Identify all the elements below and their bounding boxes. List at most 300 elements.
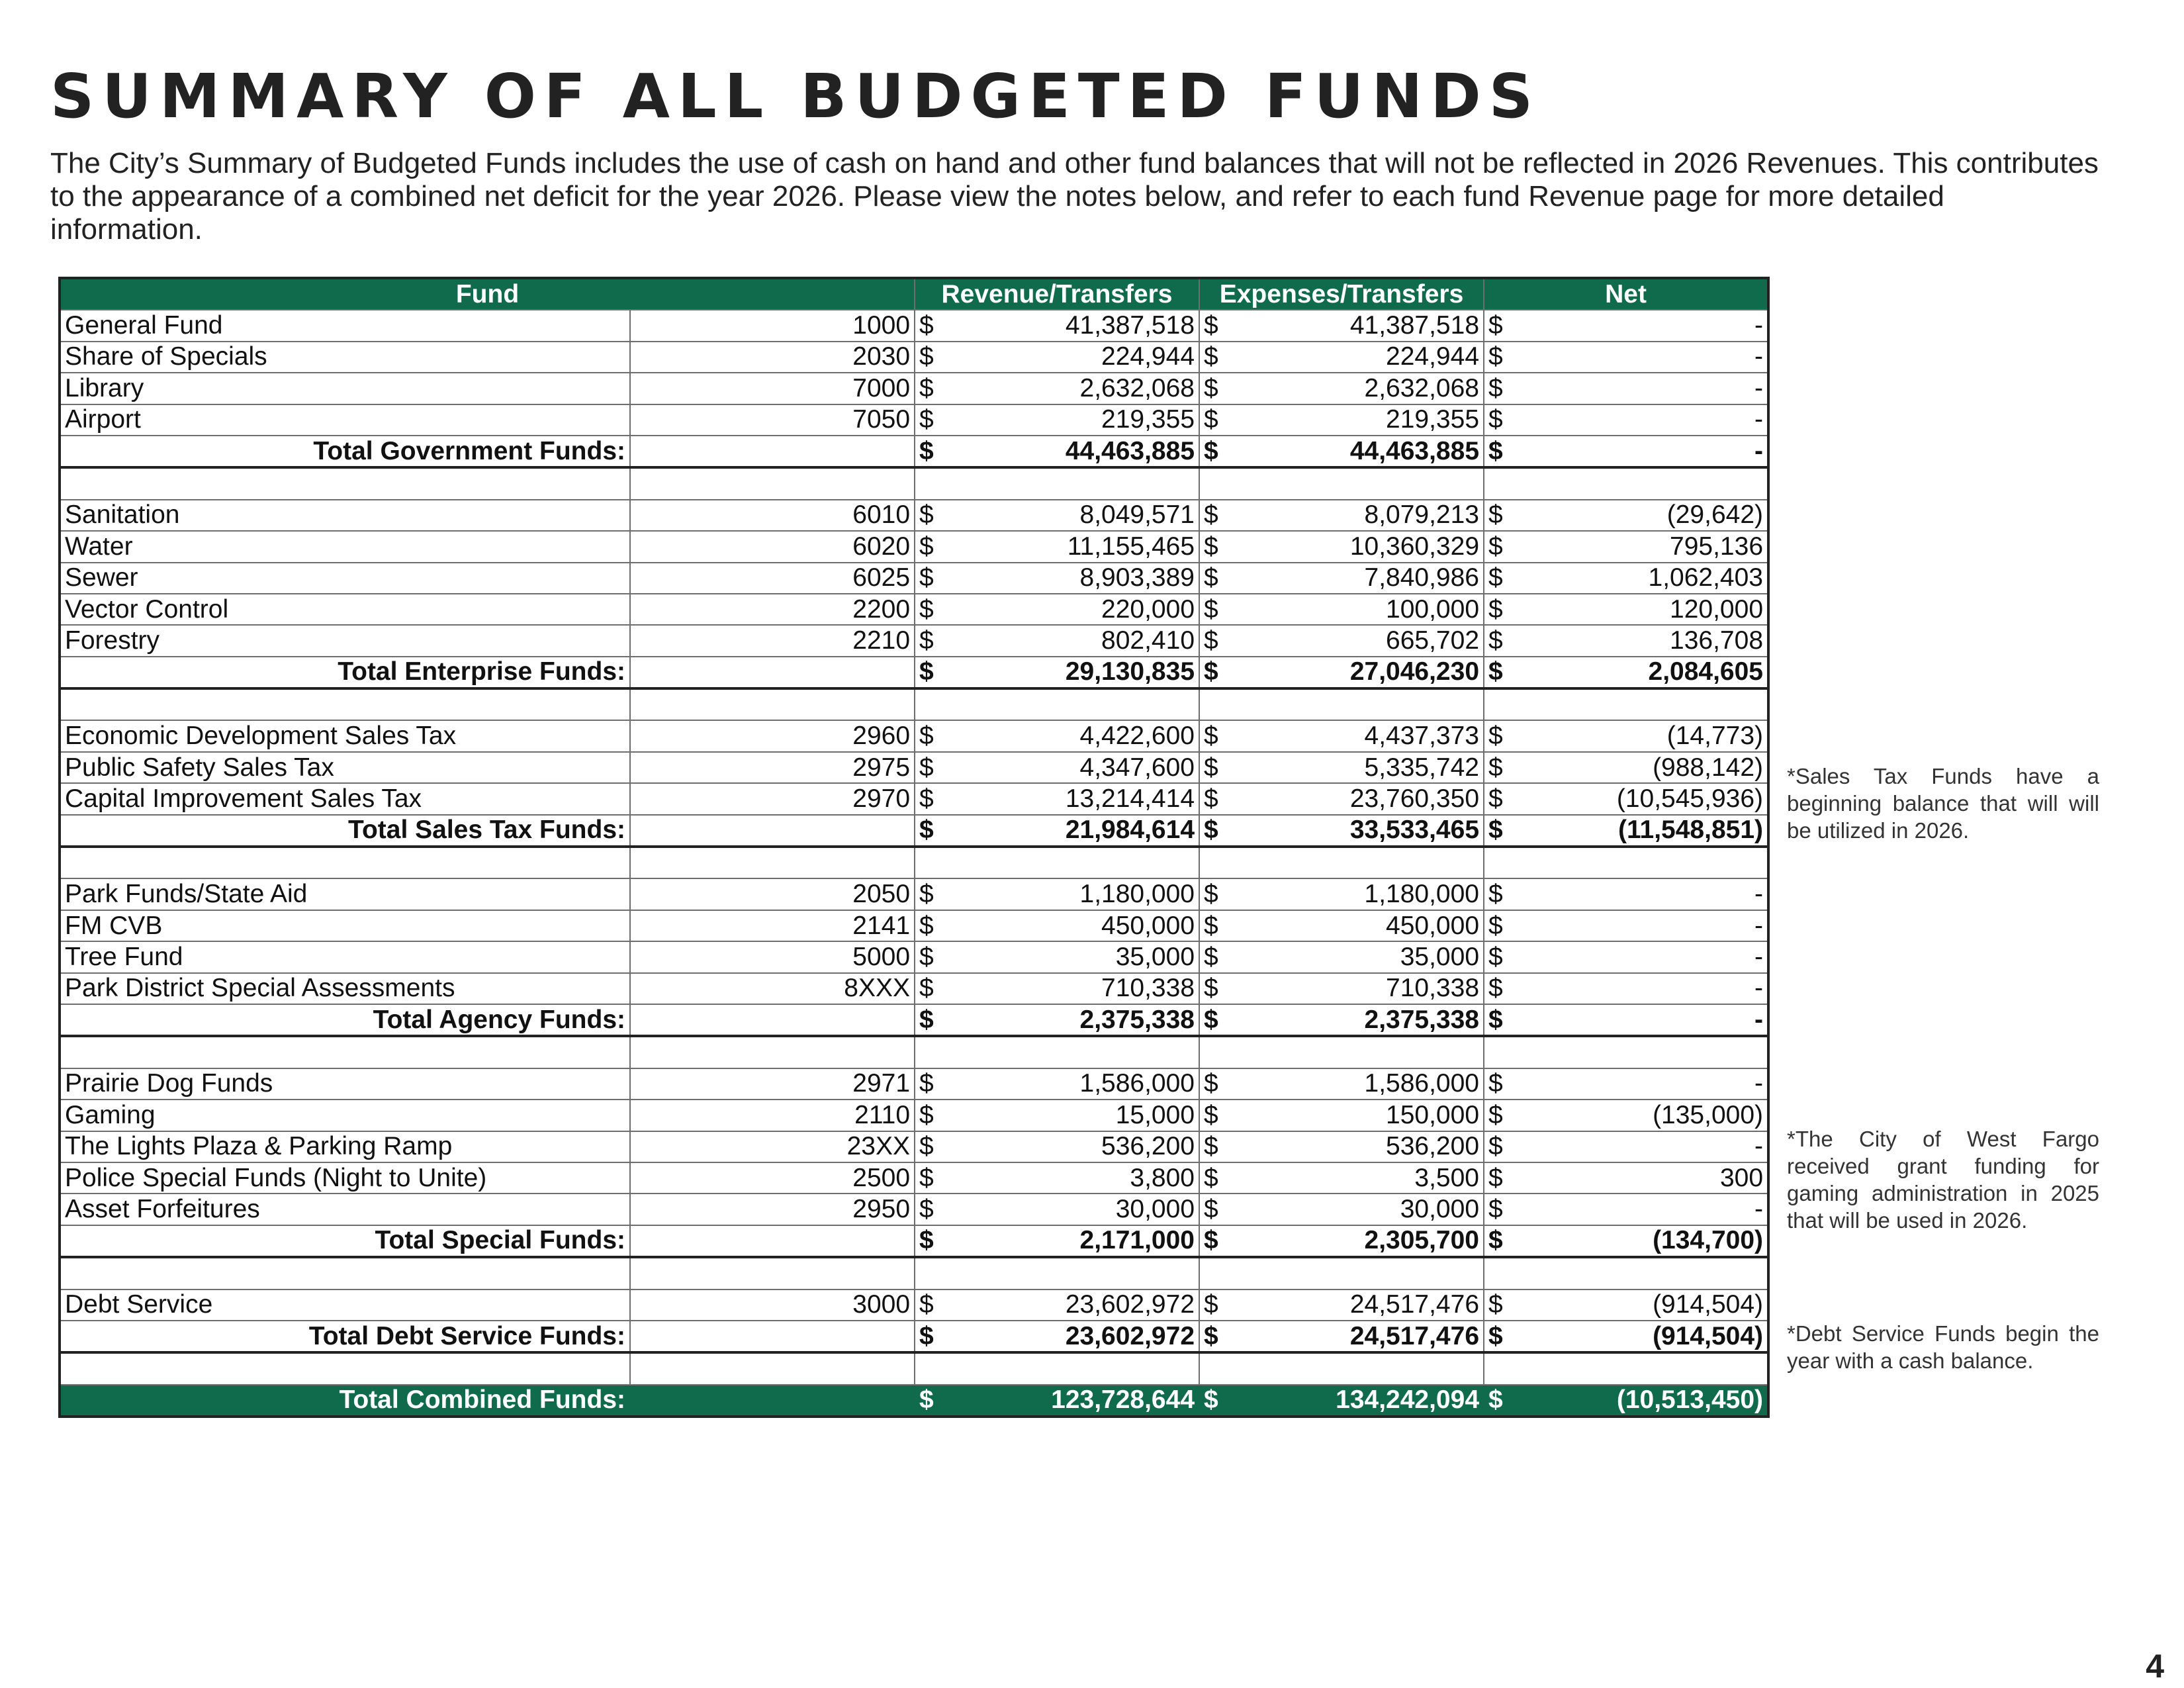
currency-symbol: $ — [919, 784, 934, 813]
amount: 27,046,230 — [1349, 657, 1480, 686]
currency-symbol: $ — [1204, 722, 1218, 751]
currency-symbol: $ — [1488, 342, 1503, 371]
grand-total-label: Total Combined Funds: — [60, 1385, 630, 1417]
currency-symbol: $ — [1488, 532, 1503, 561]
currency-symbol: $ — [1488, 1385, 1503, 1415]
currency-symbol: $ — [919, 974, 934, 1003]
fund-code: 2030 — [630, 342, 915, 373]
expenses-cell — [1199, 941, 1484, 972]
net-cell — [1484, 1162, 1768, 1194]
revenue-cell — [915, 373, 1199, 404]
amount: 795,136 — [1670, 532, 1764, 561]
expenses-cell — [1199, 310, 1484, 341]
grand-total-expenses-cell — [1199, 1385, 1484, 1417]
fund-name: Water — [60, 531, 630, 562]
amount: (14,773) — [1666, 722, 1764, 751]
revenue-cell — [915, 878, 1199, 910]
currency-symbol: $ — [1488, 657, 1503, 686]
currency-symbol: $ — [1488, 436, 1503, 465]
currency-symbol: $ — [919, 342, 934, 371]
revenue-cell — [915, 1131, 1199, 1162]
revenue-cell — [915, 1194, 1199, 1225]
revenue-cell — [915, 1100, 1199, 1131]
fund-code: 2200 — [630, 594, 915, 625]
fund-name: Forestry — [60, 625, 630, 656]
net-cell — [1484, 910, 1768, 941]
currency-symbol: $ — [1488, 1163, 1503, 1192]
fund-code: 2500 — [630, 1162, 915, 1194]
currency-symbol: $ — [1488, 784, 1503, 813]
fund-name: Tree Fund — [60, 941, 630, 972]
currency-symbol: $ — [919, 626, 934, 655]
fund-code: 5000 — [630, 941, 915, 972]
expenses-cell — [1199, 783, 1484, 814]
total-revenue-cell — [915, 436, 1199, 467]
expenses-cell — [1199, 404, 1484, 436]
total-net-cell — [1484, 657, 1768, 688]
amount: - — [1754, 405, 1764, 434]
total-row — [60, 657, 1768, 688]
expenses-cell — [1199, 973, 1484, 1004]
amount: (11,548,851) — [1618, 816, 1764, 845]
total-expenses-cell — [1199, 657, 1484, 688]
currency-symbol: $ — [919, 753, 934, 782]
currency-symbol: $ — [919, 405, 934, 434]
total-row — [60, 1225, 1768, 1257]
amount: 2,375,338 — [1079, 1005, 1195, 1034]
fund-code: 2050 — [630, 878, 915, 910]
amount: 13,214,414 — [1065, 784, 1195, 813]
total-expenses-cell — [1199, 815, 1484, 847]
amount: 2,632,068 — [1079, 373, 1195, 402]
empty-cell — [630, 657, 915, 688]
currency-symbol: $ — [919, 373, 934, 402]
amount: - — [1754, 1195, 1764, 1224]
total-expenses-cell — [1199, 436, 1484, 467]
total-net-cell — [1484, 815, 1768, 847]
revenue-cell — [915, 563, 1199, 594]
currency-symbol: $ — [1204, 816, 1218, 845]
amount: (10,545,936) — [1616, 784, 1764, 813]
net-cell — [1484, 1289, 1768, 1321]
amount: 21,984,614 — [1065, 816, 1195, 845]
amount: - — [1754, 342, 1764, 371]
fund-name: Park Funds/State Aid — [60, 878, 630, 910]
empty-cell — [1199, 1036, 1484, 1068]
empty-cell — [915, 847, 1199, 878]
total-expenses-cell — [1199, 1004, 1484, 1036]
amount: 710,338 — [1101, 974, 1195, 1003]
revenue-cell — [915, 941, 1199, 972]
empty-cell — [630, 688, 915, 720]
table-row — [60, 404, 1768, 436]
table-row — [60, 1131, 1768, 1162]
header-expenses: Expenses/Transfers — [1199, 278, 1484, 310]
currency-symbol: $ — [1488, 816, 1503, 845]
amount: 220,000 — [1101, 594, 1195, 624]
empty-cell — [630, 815, 915, 847]
total-revenue-cell — [915, 1225, 1199, 1257]
net-cell — [1484, 1131, 1768, 1162]
empty-cell — [60, 1352, 630, 1384]
currency-symbol: $ — [1204, 1100, 1218, 1129]
amount: 2,375,338 — [1364, 1005, 1480, 1034]
net-cell — [1484, 310, 1768, 341]
currency-symbol: $ — [919, 1226, 934, 1255]
currency-symbol: $ — [1204, 1163, 1218, 1192]
header-revenue: Revenue/Transfers — [915, 278, 1199, 310]
amount: - — [1754, 1005, 1764, 1034]
expenses-cell — [1199, 752, 1484, 783]
spacer-row — [60, 847, 1768, 878]
revenue-cell — [915, 625, 1199, 656]
fund-code: 2210 — [630, 625, 915, 656]
amount: (29,642) — [1666, 500, 1764, 530]
currency-symbol: $ — [1488, 942, 1503, 971]
total-row — [60, 436, 1768, 467]
table-row — [60, 752, 1768, 783]
table-row — [60, 625, 1768, 656]
table-row — [60, 594, 1768, 625]
currency-symbol: $ — [1204, 974, 1218, 1003]
currency-symbol: $ — [919, 1069, 934, 1098]
empty-cell — [630, 1004, 915, 1036]
total-label: Total Enterprise Funds: — [60, 657, 630, 688]
empty-cell — [1484, 1257, 1768, 1289]
currency-symbol: $ — [919, 942, 934, 971]
currency-symbol: $ — [1204, 942, 1218, 971]
amount: 44,463,885 — [1065, 436, 1195, 465]
table-row — [60, 878, 1768, 910]
fund-code: 23XX — [630, 1131, 915, 1162]
amount: 2,632,068 — [1364, 373, 1480, 402]
empty-cell — [630, 1321, 915, 1352]
note-debt-service: *Debt Service Funds begin the year with a cash balance. — [1787, 1321, 2099, 1373]
amount: 5,335,742 — [1364, 753, 1480, 782]
net-cell — [1484, 404, 1768, 436]
currency-symbol: $ — [919, 722, 934, 751]
empty-cell — [1484, 847, 1768, 878]
empty-cell — [1484, 467, 1768, 499]
amount: 100,000 — [1386, 594, 1480, 624]
amount: - — [1754, 911, 1764, 940]
currency-symbol: $ — [919, 1132, 934, 1161]
amount: - — [1754, 1069, 1764, 1098]
currency-symbol: $ — [919, 1321, 934, 1350]
currency-symbol: $ — [1204, 1132, 1218, 1161]
amount: 123,728,644 — [1051, 1385, 1195, 1415]
fund-code: 3000 — [630, 1289, 915, 1321]
amount: 2,305,700 — [1364, 1226, 1480, 1255]
grand-total-net-cell — [1484, 1385, 1768, 1417]
currency-symbol: $ — [1488, 373, 1503, 402]
net-cell — [1484, 1194, 1768, 1225]
revenue-cell — [915, 500, 1199, 531]
fund-code: 2971 — [630, 1068, 915, 1100]
amount: 4,347,600 — [1079, 753, 1195, 782]
amount: 7,840,986 — [1364, 563, 1480, 592]
currency-symbol: $ — [919, 594, 934, 624]
amount: 150,000 — [1386, 1100, 1480, 1129]
table-row — [60, 1194, 1768, 1225]
currency-symbol: $ — [1204, 911, 1218, 940]
amount: 8,079,213 — [1364, 500, 1480, 530]
net-cell — [1484, 373, 1768, 404]
empty-cell — [60, 467, 630, 499]
currency-symbol: $ — [1204, 405, 1218, 434]
expenses-cell — [1199, 563, 1484, 594]
funds-summary-table — [58, 277, 1770, 1418]
amount: (10,513,450) — [1616, 1385, 1764, 1415]
total-expenses-cell — [1199, 1225, 1484, 1257]
currency-symbol: $ — [1204, 1195, 1218, 1224]
amount: 35,000 — [1115, 942, 1195, 971]
empty-cell — [630, 847, 915, 878]
fund-code: 6020 — [630, 531, 915, 562]
amount: 29,130,835 — [1065, 657, 1195, 686]
amount: (988,142) — [1653, 753, 1764, 782]
net-cell — [1484, 1100, 1768, 1131]
currency-symbol: $ — [1204, 594, 1218, 624]
amount: 120,000 — [1670, 594, 1764, 624]
fund-code: 7050 — [630, 404, 915, 436]
total-revenue-cell — [915, 1321, 1199, 1352]
expenses-cell — [1199, 342, 1484, 373]
revenue-cell — [915, 752, 1199, 783]
net-cell — [1484, 1068, 1768, 1100]
empty-cell — [915, 1257, 1199, 1289]
revenue-cell — [915, 594, 1199, 625]
total-revenue-cell — [915, 657, 1199, 688]
amount: 23,760,350 — [1349, 784, 1480, 813]
amount: 1,586,000 — [1364, 1069, 1480, 1098]
currency-symbol: $ — [1204, 784, 1218, 813]
empty-cell — [1484, 1036, 1768, 1068]
currency-symbol: $ — [1488, 1226, 1503, 1255]
net-cell — [1484, 594, 1768, 625]
revenue-cell — [915, 310, 1199, 341]
amount: - — [1754, 436, 1764, 465]
currency-symbol: $ — [1488, 1321, 1503, 1350]
currency-symbol: $ — [1488, 1069, 1503, 1098]
empty-cell — [915, 1352, 1199, 1384]
expenses-cell — [1199, 1162, 1484, 1194]
amount: 134,242,094 — [1336, 1385, 1480, 1415]
amount: - — [1754, 942, 1764, 971]
amount: 4,422,600 — [1079, 722, 1195, 751]
fund-name: Police Special Funds (Night to Unite) — [60, 1162, 630, 1194]
table-row — [60, 973, 1768, 1004]
net-cell — [1484, 563, 1768, 594]
amount: 300 — [1719, 1163, 1764, 1192]
fund-name: Debt Service — [60, 1289, 630, 1321]
revenue-cell — [915, 910, 1199, 941]
currency-symbol: $ — [919, 436, 934, 465]
net-cell — [1484, 531, 1768, 562]
currency-symbol: $ — [1204, 657, 1218, 686]
currency-symbol: $ — [1488, 626, 1503, 655]
spacer-row — [60, 467, 1768, 499]
currency-symbol: $ — [919, 563, 934, 592]
currency-symbol: $ — [1204, 342, 1218, 371]
revenue-cell — [915, 720, 1199, 751]
fund-code: 8XXX — [630, 973, 915, 1004]
currency-symbol: $ — [1204, 626, 1218, 655]
expenses-cell — [1199, 373, 1484, 404]
amount: 2,084,605 — [1648, 657, 1764, 686]
amount: 10,360,329 — [1349, 532, 1480, 561]
total-revenue-cell — [915, 1004, 1199, 1036]
currency-symbol: $ — [1488, 405, 1503, 434]
revenue-cell — [915, 973, 1199, 1004]
table-row — [60, 1100, 1768, 1131]
total-label: Total Debt Service Funds: — [60, 1321, 630, 1352]
amount: 536,200 — [1386, 1132, 1480, 1161]
total-label: Total Government Funds: — [60, 436, 630, 467]
total-label: Total Agency Funds: — [60, 1004, 630, 1036]
currency-symbol: $ — [919, 1100, 934, 1129]
table-row — [60, 310, 1768, 341]
empty-cell — [1484, 1352, 1768, 1384]
table-row — [60, 1068, 1768, 1100]
currency-symbol: $ — [1488, 1005, 1503, 1034]
fund-name: Library — [60, 373, 630, 404]
fund-name: Capital Improvement Sales Tax — [60, 783, 630, 814]
total-label: Total Special Funds: — [60, 1225, 630, 1257]
header-net: Net — [1484, 278, 1768, 310]
empty-cell — [915, 688, 1199, 720]
amount: (134,700) — [1653, 1226, 1764, 1255]
amount: 224,944 — [1386, 342, 1480, 371]
total-row — [60, 815, 1768, 847]
empty-cell — [630, 1036, 915, 1068]
currency-symbol: $ — [1488, 753, 1503, 782]
amount: (914,504) — [1653, 1321, 1764, 1350]
total-row — [60, 1321, 1768, 1352]
fund-name: Vector Control — [60, 594, 630, 625]
net-cell — [1484, 752, 1768, 783]
net-cell — [1484, 720, 1768, 751]
amount: 1,586,000 — [1079, 1069, 1195, 1098]
currency-symbol: $ — [1204, 1005, 1218, 1034]
net-cell — [1484, 973, 1768, 1004]
currency-symbol: $ — [919, 1195, 934, 1224]
amount: 44,463,885 — [1349, 436, 1480, 465]
fund-name: The Lights Plaza & Parking Ramp — [60, 1131, 630, 1162]
fund-name: Public Safety Sales Tax — [60, 752, 630, 783]
revenue-cell — [915, 1162, 1199, 1194]
fund-name: FM CVB — [60, 910, 630, 941]
fund-name: Sewer — [60, 563, 630, 594]
expenses-cell — [1199, 500, 1484, 531]
total-revenue-cell — [915, 815, 1199, 847]
currency-symbol: $ — [1204, 1069, 1218, 1098]
revenue-cell — [915, 404, 1199, 436]
table-header-row — [60, 278, 1768, 310]
expenses-cell — [1199, 878, 1484, 910]
total-label: Total Sales Tax Funds: — [60, 815, 630, 847]
amount: 30,000 — [1115, 1195, 1195, 1224]
currency-symbol: $ — [919, 911, 934, 940]
currency-symbol: $ — [919, 816, 934, 845]
amount: 219,355 — [1101, 405, 1195, 434]
amount: - — [1754, 1132, 1764, 1161]
page-number: 4 — [2146, 1648, 2164, 1685]
amount: 15,000 — [1115, 1100, 1195, 1129]
amount: 8,903,389 — [1079, 563, 1195, 592]
currency-symbol: $ — [1488, 500, 1503, 530]
amount: 4,437,373 — [1364, 722, 1480, 751]
total-net-cell — [1484, 1004, 1768, 1036]
currency-symbol: $ — [1204, 1321, 1218, 1350]
empty-cell — [1199, 467, 1484, 499]
currency-symbol: $ — [1204, 1385, 1218, 1415]
currency-symbol: $ — [1204, 500, 1218, 530]
amount: 41,387,518 — [1349, 311, 1480, 340]
amount: - — [1754, 373, 1764, 402]
total-net-cell — [1484, 1225, 1768, 1257]
revenue-cell — [915, 1289, 1199, 1321]
currency-symbol: $ — [919, 880, 934, 909]
amount: 665,702 — [1386, 626, 1480, 655]
currency-symbol: $ — [919, 1163, 934, 1192]
fund-code: 6025 — [630, 563, 915, 594]
amount: - — [1754, 311, 1764, 340]
expenses-cell — [1199, 720, 1484, 751]
amount: 8,049,571 — [1079, 500, 1195, 530]
expenses-cell — [1199, 594, 1484, 625]
empty-cell — [630, 1385, 915, 1417]
expenses-cell — [1199, 625, 1484, 656]
currency-symbol: $ — [1488, 911, 1503, 940]
table-row — [60, 1289, 1768, 1321]
revenue-cell — [915, 1068, 1199, 1100]
currency-symbol: $ — [1204, 373, 1218, 402]
fund-code: 1000 — [630, 310, 915, 341]
amount: 30,000 — [1400, 1195, 1480, 1224]
amount: 1,062,403 — [1648, 563, 1764, 592]
currency-symbol: $ — [919, 1385, 934, 1415]
fund-name: Park District Special Assessments — [60, 973, 630, 1004]
currency-symbol: $ — [1488, 311, 1503, 340]
empty-cell — [1199, 847, 1484, 878]
expenses-cell — [1199, 1194, 1484, 1225]
amount: 24,517,476 — [1349, 1290, 1480, 1319]
fund-name: Economic Development Sales Tax — [60, 720, 630, 751]
currency-symbol: $ — [1488, 722, 1503, 751]
table-row — [60, 373, 1768, 404]
spacer-row — [60, 1036, 1768, 1068]
empty-cell — [60, 1257, 630, 1289]
grand-total-row — [60, 1385, 1768, 1417]
amount: 710,338 — [1386, 974, 1480, 1003]
amount: 219,355 — [1386, 405, 1480, 434]
grand-total-revenue-cell — [915, 1385, 1199, 1417]
currency-symbol: $ — [1204, 753, 1218, 782]
currency-symbol: $ — [919, 532, 934, 561]
empty-cell — [1199, 1257, 1484, 1289]
amount: 23,602,972 — [1065, 1290, 1195, 1319]
amount: 41,387,518 — [1065, 311, 1195, 340]
currency-symbol: $ — [919, 657, 934, 686]
currency-symbol: $ — [919, 1290, 934, 1319]
currency-symbol: $ — [1488, 974, 1503, 1003]
total-row — [60, 1004, 1768, 1036]
currency-symbol: $ — [1204, 1226, 1218, 1255]
amount: 35,000 — [1400, 942, 1480, 971]
empty-cell — [60, 1036, 630, 1068]
amount: 1,180,000 — [1079, 880, 1195, 909]
